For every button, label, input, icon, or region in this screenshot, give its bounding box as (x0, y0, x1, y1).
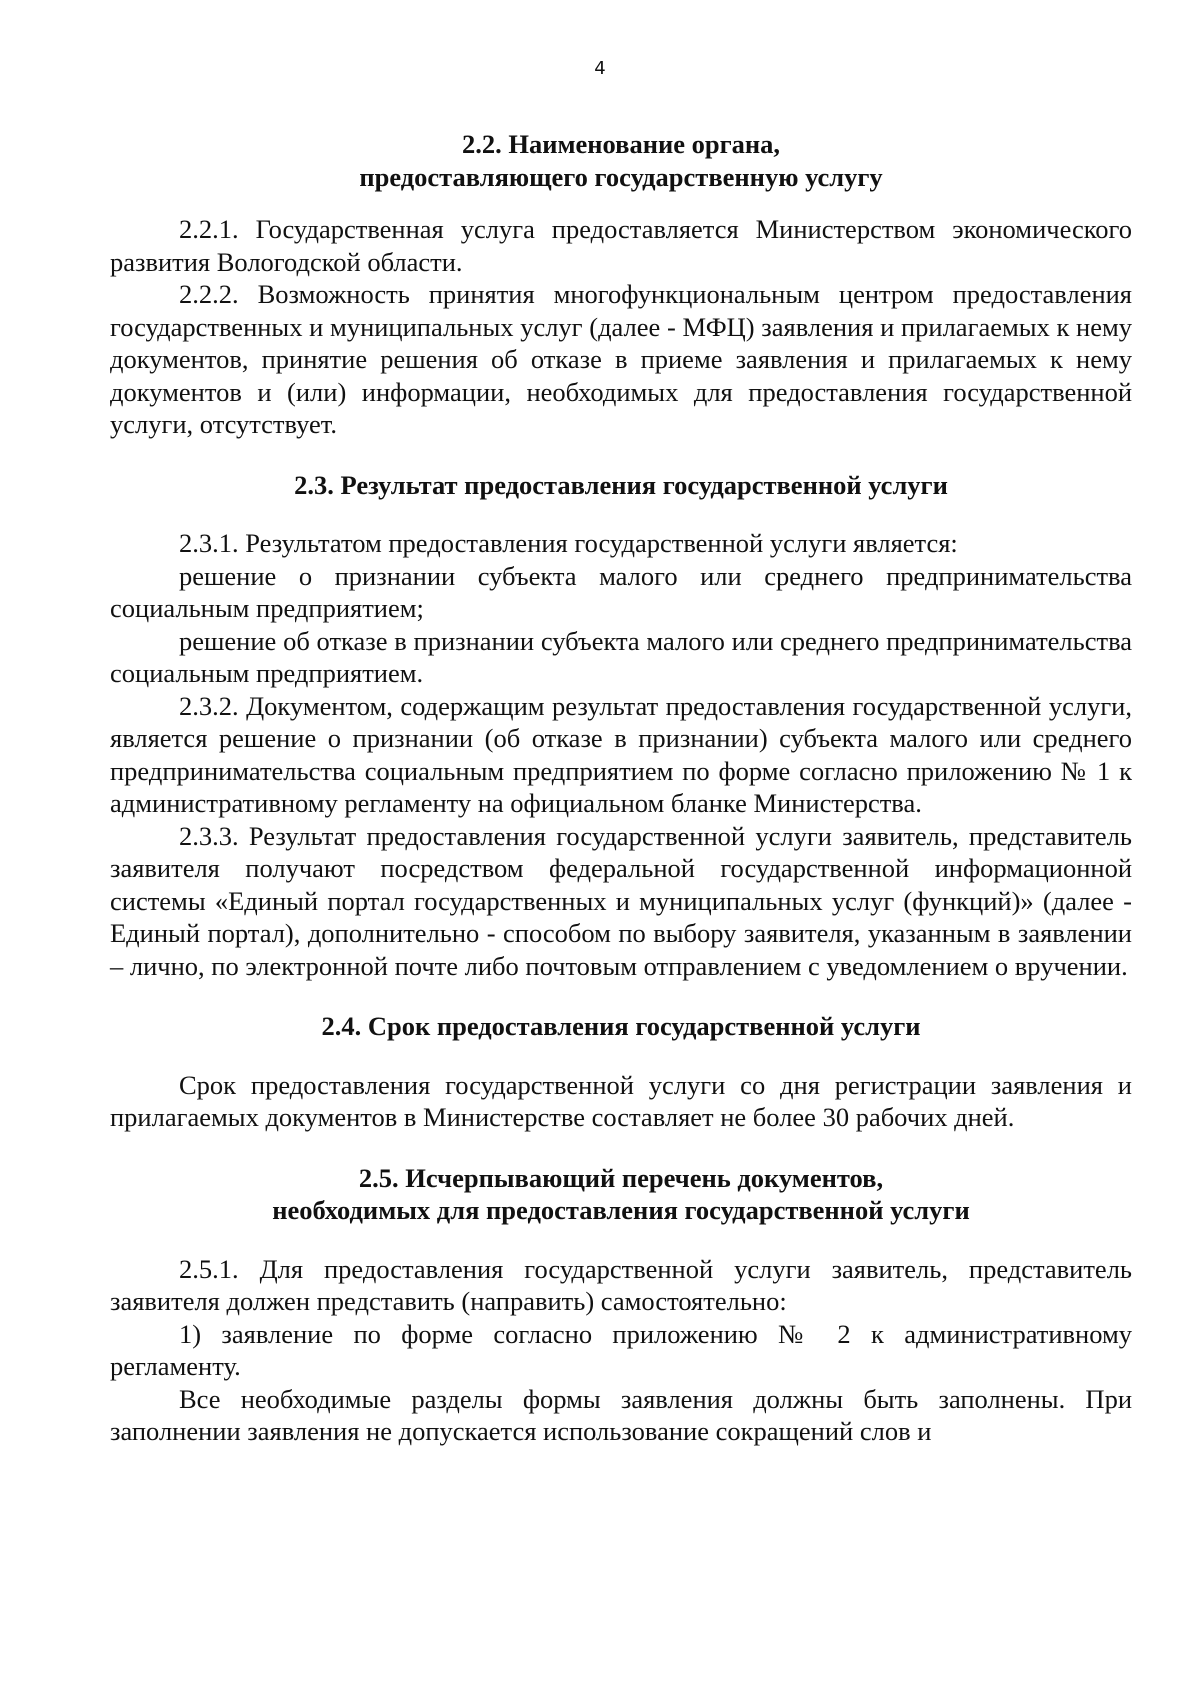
section-2-3-heading: 2.3. Результат предоставления государственной услуги (294, 469, 948, 500)
section-2-2-heading-line1: 2.2. Наименование органа, (461, 129, 781, 159)
paragraph-2-3-1: 2.3.1. Результатом предоставления государственной услуги является: (179, 528, 958, 558)
paragraph-2-3-1-item-1: решение о признании субъекта малого или среднего предпринимательства социальным предприятием; (110, 560, 1132, 623)
page-number: 4 (594, 58, 606, 79)
paragraph-2-5-1-note: Все необходимые разделы формы заявления должны быть заполнены. При заполнении заявления не допускается использование сокращений слов и (110, 1383, 1132, 1446)
paragraph-2-3-3: 2.3.3. Результат предоставления государственной услуги заявитель, представитель заявителя получают посредством федеральной государственной информационной системы «Единый портал государственных и муниципальных услуг (функций)» (далее - Единый портал), дополнительно - способом по выбору заявителя, указанным в заявлении – лично, по электронной почте либо почтовым отправлением с уведомлением о вручении. (110, 820, 1132, 981)
paragraph-2-2-1: 2.2.1. Государственная услуга предоставляется Министерством экономического развития Вологодской области. (110, 214, 1132, 277)
paragraph-2-5-1-item-1: 1) заявление по форме согласно приложению № 2 к административному регламенту. (110, 1318, 1132, 1381)
paragraph-2-2-2: 2.2.2. Возможность принятия многофункциональным центром предоставления государственных и муниципальных услуг (далее - МФЦ) заявления и прилагаемых к нему документов, принятие решения об отказе в приеме заявления и прилагаемых к нему документов и (или) информации, необходимых для предоставления государственной услуги, отсутствует. (110, 279, 1132, 439)
paragraph-2-5-1: 2.5.1. Для предоставления государственной услуги заявитель, представитель заявителя должен представить (направить) самостоятельно: (110, 1253, 1132, 1316)
section-2-5-heading-line2: необходимых для предоставления государственной услуги (272, 1195, 970, 1225)
section-2-4-heading: 2.4. Срок предоставления государственной услуги (321, 1011, 921, 1041)
paragraph-2-3-1-item-2: решение об отказе в признании субъекта малого или среднего предпринимательства социальным предприятием. (110, 625, 1132, 688)
document-body (110, 128, 1132, 1448)
section-2-2-heading (110, 128, 1132, 193)
paragraph-2-4: Срок предоставления государственной услуги со дня регистрации заявления и прилагаемых документов в Министерстве составляет не более 30 рабочих дней. (110, 1069, 1132, 1132)
section-2-5-heading-line1: 2.5. Исчерпывающий перечень документов, (358, 1162, 884, 1193)
paragraph-2-3-2: 2.3.2. Документом, содержащим результат предоставления государственной услуги, является решение о признании (об отказе в признании) субъекта малого или среднего предпринимательства социальным предприятием по форме согласно приложению № 1 к административному регламенту на официальном бланке Министерства. (110, 690, 1132, 818)
section-2-2-heading-line2: предоставляющего государственную услугу (359, 161, 883, 192)
section-2-5-heading (110, 1162, 1132, 1227)
